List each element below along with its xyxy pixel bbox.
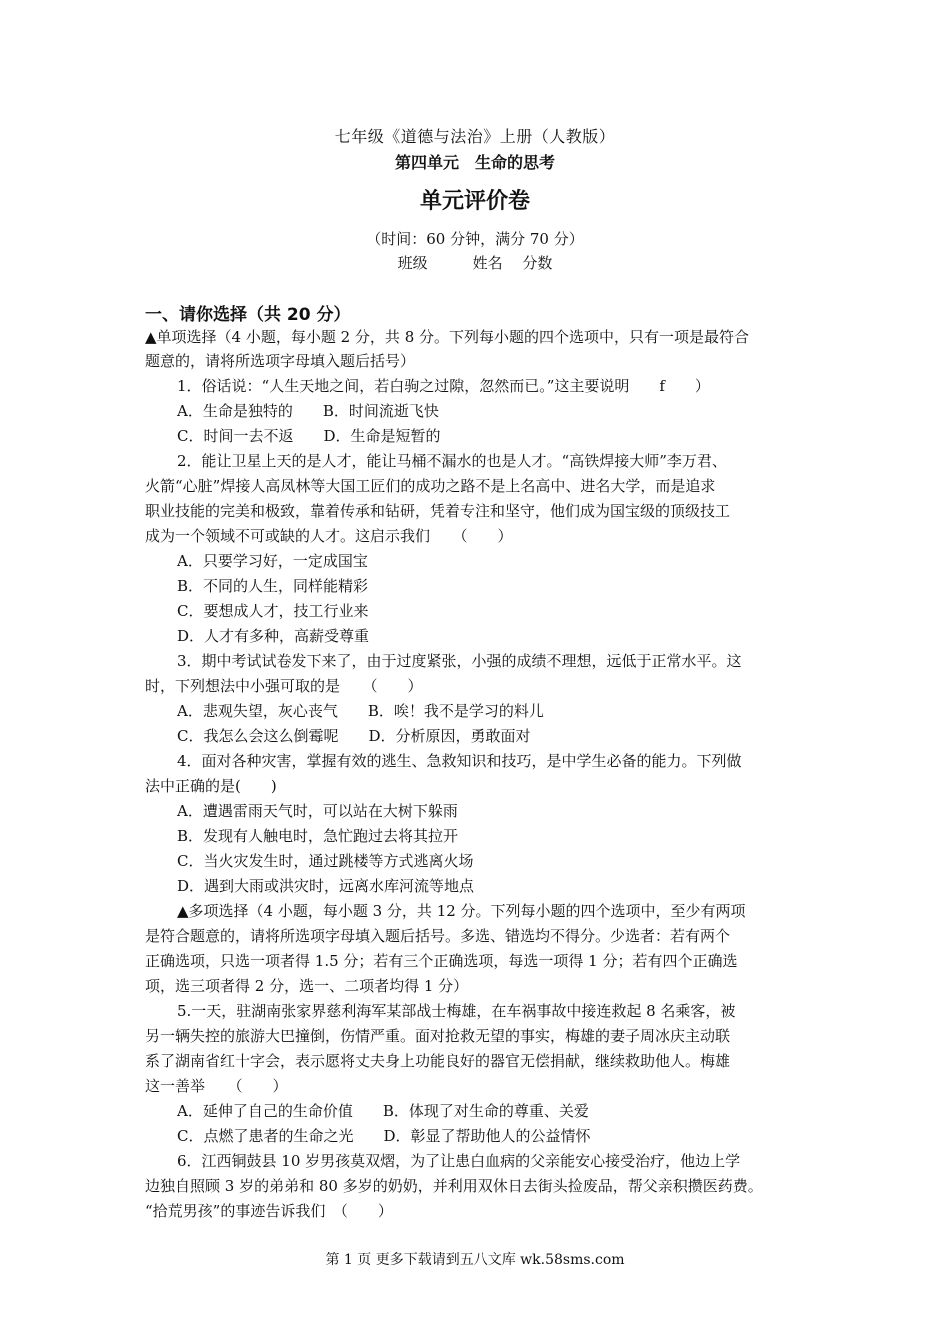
- question-1: 1．俗话说：“人生天地之间，若白驹之过隙，忽然而已。”这主要说明 f ）: [177, 377, 710, 395]
- multi-choice-instructions-cont: 是符合题意的，请将所选项字母填入题后括号。多选、错选均不得分。少选者：若有两个: [145, 927, 731, 945]
- question-4-text: 法中正确的是( ): [145, 777, 277, 795]
- single-choice-instructions-cont: 题意的，请将所选项字母填入题后括号）: [145, 352, 416, 370]
- unit-title: 第四单元 生命的思考: [394, 153, 555, 172]
- question-2-text: 火箭“心脏”焊接人高凤林等大国工匠们的成功之路不是上名高中、进名大学，而是追求: [145, 477, 716, 495]
- question-3-options-cd: C．我怎么会这么倒霉呢 D．分析原因，勇敢面对: [177, 727, 531, 745]
- question-2-option-a: A．只要学习好，一定成国宝: [177, 552, 368, 570]
- question-2-text: 职业技能的完美和极致，靠着传承和钻研，凭着专注和坚守，他们成为国宝级的顶级技工: [145, 502, 731, 520]
- course-title: 七年级《道德与法治》上册（人教版）: [334, 127, 616, 146]
- question-3: 3．期中考试试卷发下来了，由于过度紧张，小强的成绩不理想，远低于正常水平。这: [177, 652, 742, 670]
- question-4-option-c: C．当火灾发生时，通过跳楼等方式逃离火场: [177, 852, 474, 870]
- question-4-option-b: B．发现有人触电时，急忙跑过去将其拉开: [177, 827, 459, 845]
- question-5-options-ab: A．延伸了自己的生命价值 B．体现了对生命的尊重、关爱: [177, 1102, 589, 1120]
- question-6-text: “拾荒男孩”的事迹告诉我们 （ ）: [145, 1202, 393, 1220]
- question-4-option-d: D．遇到大雨或洪灾时，远离水库河流等地点: [177, 877, 475, 895]
- student-info-line: 班级 姓名 分数: [397, 254, 553, 272]
- question-4-option-a: A．遭遇雷雨天气时，可以站在大树下躲雨: [177, 802, 458, 820]
- exam-title: 单元评价卷: [419, 189, 530, 214]
- question-5: 5.一天，驻湖南张家界慈利海军某部战士梅雄，在车祸事故中接连救起 8 名乘客，被: [177, 1002, 736, 1020]
- question-2-option-c: C．要想成人才，技工行业来: [177, 602, 369, 620]
- page-footer: 第 1 页 更多下载请到五八文库 wk.58sms.com: [325, 1252, 625, 1268]
- multi-choice-instructions: ▲多项选择（4 小题，每小题 3 分，共 12 分。下列每小题的四个选项中，至少有两项: [177, 902, 746, 920]
- question-1-options-ab: A．生命是独特的 B．时间流逝飞快: [177, 402, 439, 420]
- question-3-options-ab: A．悲观失望，灰心丧气 B．唉！我不是学习的料儿: [177, 702, 544, 720]
- question-2-option-b: B．不同的人生，同样能精彩: [177, 577, 369, 595]
- question-5-text: 系了湖南省红十字会，表示愿将丈夫身上功能良好的器官无偿捐献，继续救助他人。梅雄: [145, 1052, 731, 1070]
- question-5-text: 另一辆失控的旅游大巴撞倒，伤情严重。面对抢救无望的事实，梅雄的妻子周冰庆主动联: [145, 1027, 731, 1045]
- question-5-options-cd: C．点燃了患者的生命之光 D．彰显了帮助他人的公益情怀: [177, 1127, 591, 1145]
- time-info: （时间：60 分钟，满分 70 分）: [366, 230, 584, 248]
- question-6: 6．江西铜鼓县 10 岁男孩莫双熠，为了让患白血病的父亲能安心接受治疗，他边上学: [177, 1152, 741, 1170]
- single-choice-instructions: ▲单项选择（4 小题，每小题 2 分，共 8 分。下列每小题的四个选项中，只有一项是最符合: [145, 328, 750, 346]
- question-1-options-cd: C．时间一去不返 D．生命是短暂的: [177, 427, 441, 445]
- multi-choice-instructions-cont: 项，选三项者得 2 分，选一、二项者均得 1 分）: [145, 977, 469, 995]
- question-3-text: 时，下列想法中小强可取的是 （ ）: [145, 677, 423, 695]
- section-title: 一、请你选择（共 20 分）: [145, 305, 351, 325]
- question-6-text: 边独自照顾 3 岁的弟弟和 80 多岁的奶奶，并利用双休日去街头捡废品，帮父亲积攒医药费。: [145, 1177, 763, 1195]
- question-2: 2．能让卫星上天的是人才，能让马桶不漏水的也是人才。“高铁焊接大师”李万君、: [177, 452, 727, 470]
- question-2-text: 成为一个领域不可或缺的人才。这启示我们 （ ）: [145, 527, 513, 545]
- question-4: 4．面对各种灾害，掌握有效的逃生、急救知识和技巧，是中学生必备的能力。下列做: [177, 752, 742, 770]
- question-2-option-d: D．人才有多种，高薪受尊重: [177, 627, 370, 645]
- multi-choice-instructions-cont: 正确选项，只选一项者得 1.5 分；若有三个正确选项，每选一项得 1 分；若有四个正确选: [145, 952, 738, 970]
- question-5-text: 这一善举 （ ）: [145, 1077, 288, 1095]
